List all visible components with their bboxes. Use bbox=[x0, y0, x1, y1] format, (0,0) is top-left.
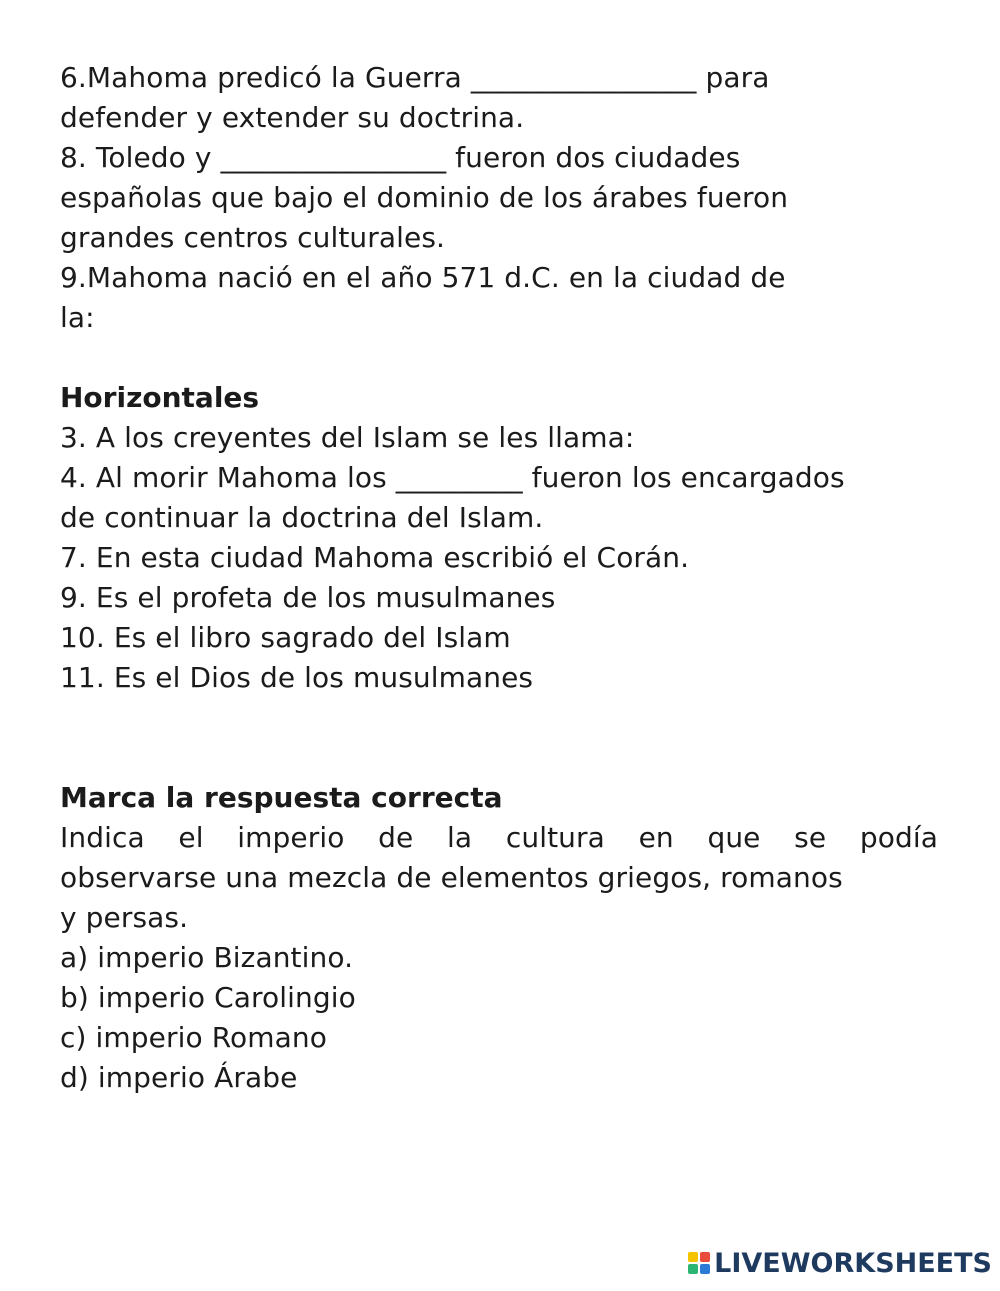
answer-option[interactable]: a) imperio Bizantino. bbox=[60, 941, 354, 974]
verticales-line: 6.Mahoma predicó la Guerra ________________ para bbox=[60, 61, 770, 94]
answer-option[interactable]: d) imperio Árabe bbox=[60, 1061, 298, 1094]
marca-heading: Marca la respuesta correcta bbox=[60, 781, 503, 814]
logo-square bbox=[688, 1264, 698, 1274]
spacer bbox=[60, 698, 938, 738]
logo-mark-icon bbox=[688, 1252, 710, 1274]
logo-square bbox=[700, 1252, 710, 1262]
horizontales-line: 11. Es el Dios de los musulmanes bbox=[60, 661, 534, 694]
horizontales-line: de continuar la doctrina del Islam. bbox=[60, 501, 544, 534]
verticales-line: españolas que bajo el dominio de los árabes fueron bbox=[60, 181, 789, 214]
question-line: Indica el imperio de la cultura en que se podía bbox=[60, 821, 938, 854]
answer-option[interactable]: c) imperio Romano bbox=[60, 1021, 327, 1054]
verticales-line: la: bbox=[60, 301, 95, 334]
verticales-line: 8. Toledo y ________________ fueron dos ciudades bbox=[60, 141, 741, 174]
horizontales-line: 9. Es el profeta de los musulmanes bbox=[60, 581, 556, 614]
spacer bbox=[60, 338, 938, 378]
verticales-line: defender y extender su doctrina. bbox=[60, 101, 525, 134]
question-line: observarse una mezcla de elementos griegos, romanos bbox=[60, 861, 843, 894]
horizontales-line: 10. Es el libro sagrado del Islam bbox=[60, 621, 511, 654]
spacer bbox=[60, 738, 938, 778]
logo-text: LIVEWORKSHEETS bbox=[714, 1247, 992, 1279]
liveworksheets-logo bbox=[688, 1245, 992, 1281]
horizontales-line: 4. Al morir Mahoma los _________ fueron los encargados bbox=[60, 461, 845, 494]
verticales-line: grandes centros culturales. bbox=[60, 221, 446, 254]
answer-option[interactable]: b) imperio Carolingio bbox=[60, 981, 356, 1014]
horizontales-line: 7. En esta ciudad Mahoma escribió el Corán. bbox=[60, 541, 690, 574]
verticales-line: 9.Mahoma nació en el año 571 d.C. en la ciudad de bbox=[60, 261, 786, 294]
worksheet-page bbox=[60, 58, 938, 1098]
logo-square bbox=[688, 1252, 698, 1262]
question-line: y persas. bbox=[60, 901, 189, 934]
logo-square bbox=[700, 1264, 710, 1274]
horizontales-line: 3. A los creyentes del Islam se les llama: bbox=[60, 421, 635, 454]
horizontales-heading: Horizontales bbox=[60, 381, 260, 414]
